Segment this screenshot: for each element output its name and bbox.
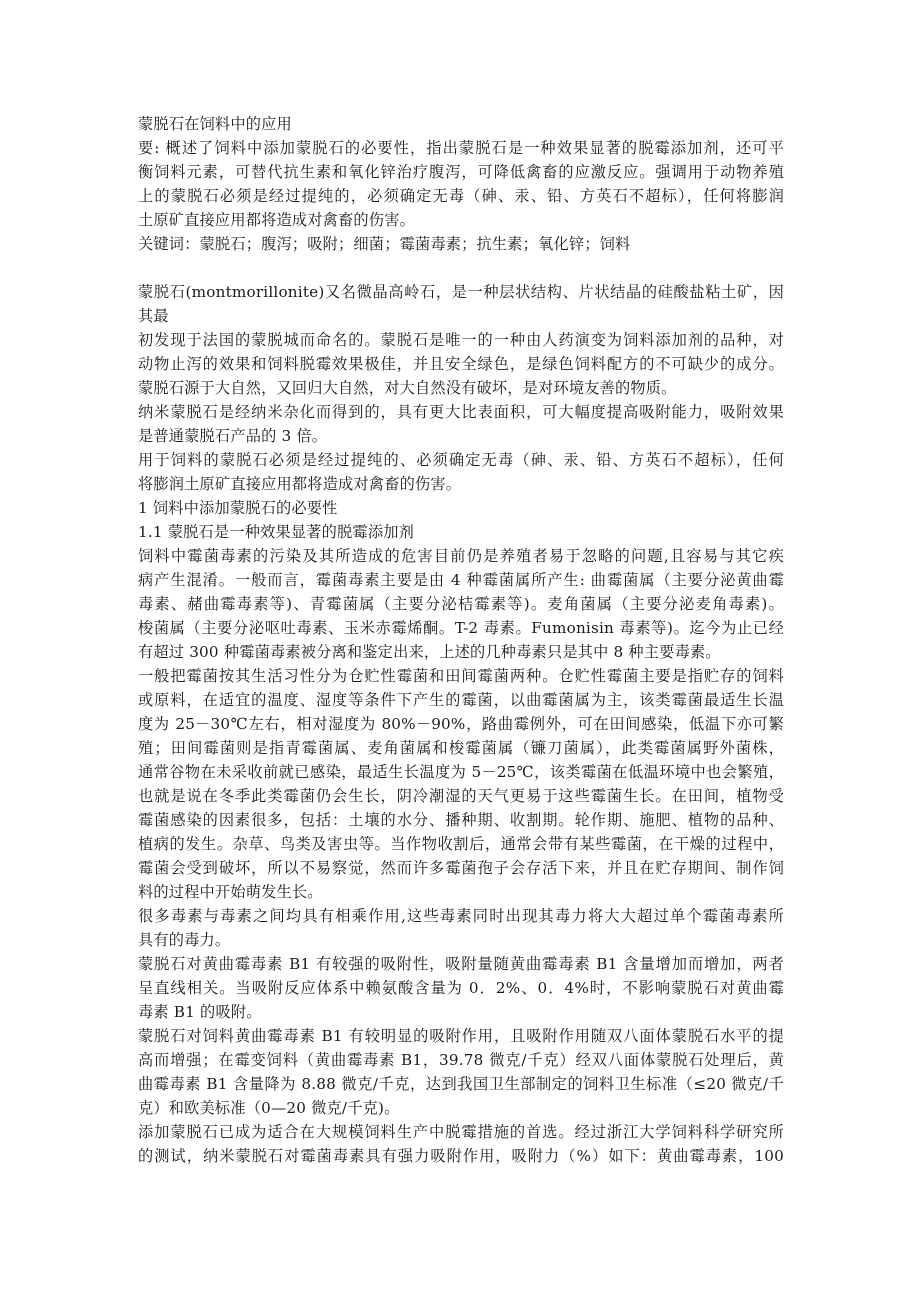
body-line: 度为 25－30℃左右，相对湿度为 80%－90%，路曲霉例外，可在田间感染，低温下亦可繁 [138, 715, 784, 733]
intro-line: 其最 [138, 307, 169, 325]
body-line: 高而增强；在霉变饲料（黄曲霉毒素 B1，39.78 微克/千克）经双八面体蒙脱石处理后，黄 [138, 1051, 784, 1069]
abstract-line: 土原矿直接应用都将造成对禽畜的伤害。 [138, 211, 415, 229]
body-line: 蒙脱石对饲料黄曲霉毒素 B1 有较明显的吸附作用，且吸附作用随双八面体蒙脱石水平的提 [138, 1027, 784, 1045]
intro-line: 将膨润土原矿直接应用都将造成对禽畜的伤害。 [138, 475, 462, 493]
body-line: 有超过 300 种霉菌毒素被分离和鉴定出来，上述的几种毒素只是其中 8 种主要毒素。 [138, 643, 721, 661]
document-title: 蒙脱石在饲料中的应用 [138, 115, 292, 133]
intro-line: 初发现于法国的蒙脱城而命名的。蒙脱石是唯一的一种由人药演变为饲料添加剂的品种，对 [138, 331, 784, 349]
body-line: 一般把霉菌按其生活习性分为仓贮性霉菌和田间霉菌两种。仓贮性霉菌主要是指贮存的饲料 [138, 667, 784, 685]
body-line: 克）和欧美标准（0—20 微克/千克)。 [138, 1099, 400, 1117]
body-line: 或原料，在适宜的温度、湿度等条件下产生的霉菌，以曲霉菌属为主，该类霉菌最适生长温 [138, 691, 784, 709]
body-line: 殖；田间霉菌则是指青霉菌属、麦角菌属和梭霉菌属（镰刀菌属），此类霉菌属野外菌株， [138, 739, 784, 757]
body-line: 霉菌会受到破坏，所以不易察觉，然而许多霉菌孢子会存活下来，并且在贮存期间、制作饲 [138, 859, 784, 877]
body-line: 也就是说在冬季此类霉菌仍会生长，阴冷潮湿的天气更易于这些霉菌生长。在田间，植物受 [138, 787, 784, 805]
body-line: 通常谷物在未采收前就已感染，最适生长温度为 5－25℃，该类霉菌在低温环境中也会繁殖， [138, 763, 784, 781]
body-line: 的测试，纳米蒙脱石对霉菌毒素具有强力吸附作用，吸附力（%）如下：黄曲霉毒素，100 [138, 1147, 784, 1165]
body-line: 曲霉毒素 B1 含量降为 8.88 微克/千克，达到我国卫生部制定的饲料卫生标准（≤20 微克/千 [138, 1075, 784, 1093]
abstract-line: 上的蒙脱石必须是经过提纯的，必须确定无毒（砷、汞、铅、方英石不超标），任何将膨润 [138, 187, 784, 205]
keywords: 关键词：蒙脱石；腹泻；吸附；细菌；霉菌毒素；抗生素；氧化锌；饲料 [138, 235, 631, 253]
section-heading-1: 1 饲料中添加蒙脱石的必要性 [138, 499, 338, 517]
intro-line: 动物止泻的效果和饲料脱霉效果极佳，并且安全绿色，是绿色饲料配方的不可缺少的成分。 [138, 355, 784, 373]
body-line: 病产生混淆。一般而言，霉菌毒素主要是由 4 种霉菌属所产生: 曲霉菌属（主要分泌黄曲霉 [138, 571, 784, 589]
blank-line [138, 256, 784, 280]
body-line: 毒素、赭曲霉毒素等)、青霉菌属（主要分泌桔霉素等)。麦角菌属（主要分泌麦角毒素)。 [138, 595, 784, 613]
intro-line: 纳米蒙脱石是经纳米杂化而得到的，具有更大比表面积，可大幅度提高吸附能力，吸附效果 [138, 403, 784, 421]
intro-line: 蒙脱石源于大自然，又回归大自然，对大自然没有破坏，是对环境友善的物质。 [138, 379, 677, 397]
body-line: 料的过程中开始萌发生长。 [138, 883, 323, 901]
intro-line: 蒙脱石(montmorillonite)又名微晶高岭石，是一种层状结构、片状结晶的硅酸盐粘土矿，因 [138, 283, 784, 301]
intro-line: 用于饲料的蒙脱石必须是经过提纯的、必须确定无毒（砷、汞、铅、方英石不超标），任何 [138, 451, 784, 469]
intro-line: 是普通蒙脱石产品的 3 倍。 [138, 427, 328, 445]
body-line: 很多毒素与毒素之间均具有相乘作用,这些毒素同时出现其毒力将大大超过单个霉菌毒素所 [138, 907, 784, 925]
section-heading-1-1: 1.1 蒙脱石是一种效果显著的脱霉添加剂 [138, 523, 414, 541]
abstract [138, 136, 784, 232]
body-line: 毒素 B1 的吸附。 [138, 1003, 262, 1021]
body-line: 饲料中霉菌毒素的污染及其所造成的危害目前仍是养殖者易于忽略的问题,且容易与其它疾 [138, 547, 784, 565]
body-line: 蒙脱石对黄曲霉毒素 B1 有较强的吸附性，吸附量随黄曲霉毒素 B1 含量增加而增加，两者 [138, 955, 784, 973]
body-line: 梭菌属（主要分泌呕吐毒素、玉米赤霉烯酮。T-2 毒素。Fumonisin 毒素等)。迄今为止已经 [138, 619, 784, 637]
body-line: 添加蒙脱石已成为适合在大规模饲料生产中脱霉措施的首选。经过浙江大学饲料科学研究所 [138, 1123, 784, 1141]
introduction [138, 280, 784, 496]
body-line: 呈直线相关。当吸附反应体系中赖氨酸含量为 0．2%、0．4%时，不影响蒙脱石对黄曲霉 [138, 979, 784, 997]
abstract-line: 要: 概述了饲料中添加蒙脱石的必要性，指出蒙脱石是一种效果显著的脱霉添加剂，还可平 [138, 139, 784, 157]
body-line: 具有的毒力。 [138, 931, 231, 949]
body-text [138, 544, 784, 1168]
body-line: 植病的发生。杂草、鸟类及害虫等。当作物收割后，通常会带有某些霉菌，在干燥的过程中， [138, 835, 784, 853]
body-line: 霉菌感染的因素很多，包括：土壤的水分、播种期、收割期。轮作期、施肥、植物的品种、 [138, 811, 784, 829]
document-page [138, 112, 784, 1168]
abstract-line: 衡饲料元素，可替代抗生素和氧化锌治疗腹泻，可降低禽畜的应激反应。强调用于动物养殖 [138, 163, 784, 181]
